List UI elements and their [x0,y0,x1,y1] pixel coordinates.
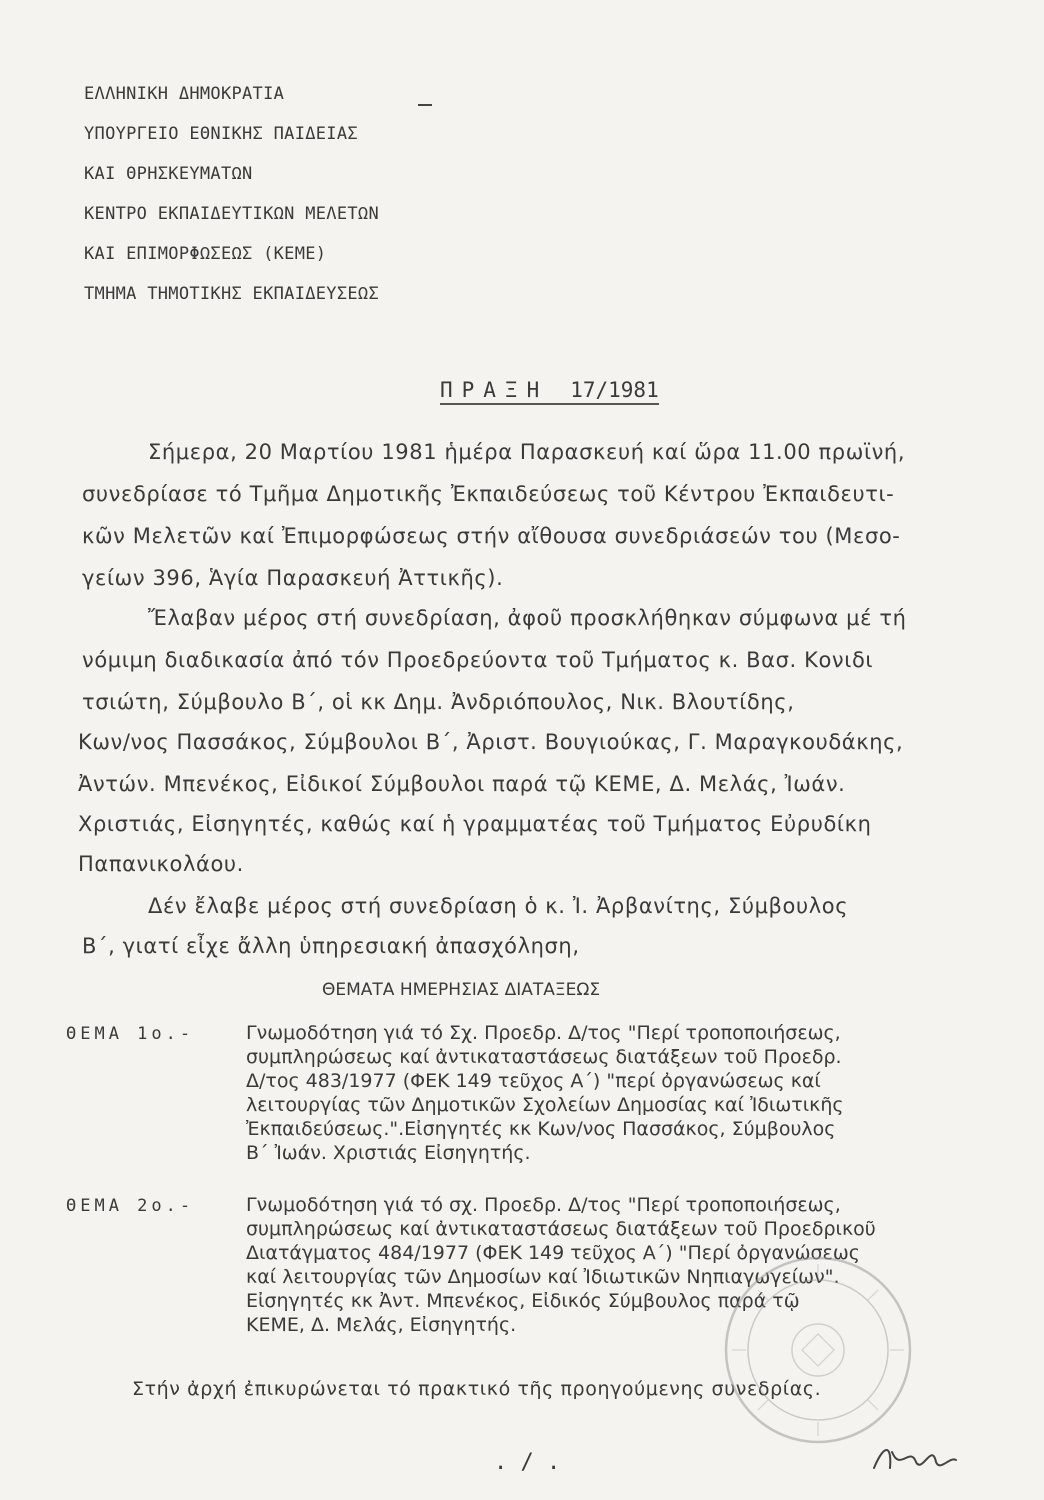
header-line-5: ΚΑΙ ΕΠΙΜΟΡΦΩΣΕΩΣ (ΚΕΜΕ) [84,244,327,264]
header-line-1: ΕΛΛΗΝΙΚΗ ΔΗΜΟΚΡΑΤΙΑ [84,84,285,104]
body-line-13: Β΄, γιατί εἶχε ἄλλη ὑπηρεσιακή ἀπασχόληση, [82,934,580,958]
topic-1-line-3: Δ/τος 483/1977 (ΦΕΚ 149 τεῦχος Α΄) "περί ὀργανώσεως καί [246,1070,821,1092]
signature-icon [870,1438,960,1478]
agenda-heading: ΘΕΜΑΤΑ ΗΜΕΡΗΣΙΑΣ ΔΙΑΤΑΞΕΩΣ [322,980,601,1000]
topic-1-line-4: λειτουργίας τῶν Δημοτικῶν Σχολείων Δημοσίας καί Ἰδιωτικῆς [246,1094,844,1116]
topic-2-line-3: Διατάγματος 484/1977 (ΦΕΚ 149 τεῦχος Α΄) "Περί ὀργανώσεως [246,1242,860,1264]
body-line-10: Χριστιάς, Εἰσηγητές, καθώς καί ἡ γραμματέας τοῦ Τμήματος Εὐρυδίκη [78,812,872,836]
topic-1-line-5: Ἐκπαιδεύσεως.".Εἰσηγητές κκ Κων/νος Πασσάκος, Σύμβουλος [246,1118,836,1140]
official-stamp-icon [718,1250,918,1450]
body-line-5: Ἔλαβαν μέρος στή συνεδρίαση, ἀφοῦ προσκλήθηκαν σύμφωνα μέ τή [148,606,907,630]
topic-2-label: ΘΕΜΑ 2ο.- [66,1196,195,1216]
page-continuation-mark: . / . [494,1450,561,1475]
body-line-8: Κων/νος Πασσάκος, Σύμβουλοι Β΄, Ἀριστ. Βουγιούκας, Γ. Μαραγκουδάκης, [78,730,904,754]
body-line-3: κῶν Μελετῶν καί Ἐπιμορφώσεως στήν αἴθουσα συνεδριάσεών του (Μεσο- [82,524,901,548]
body-line-6: νόμιμη διαδικασία ἀπό τόν Προεδρεύοντα τοῦ Τμήματος κ. Βασ. Κονιδι [82,648,874,672]
topic-2-line-2: συμπληρώσεως καί ἀντικαταστάσεως διατάξεων τοῦ Προεδρικοῦ [246,1218,876,1240]
topic-2-line-1: Γνωμοδότηση γιά τό σχ. Προεδρ. Δ/τος "Περί τροποποιήσεως, [246,1194,841,1216]
dash-mark [418,104,432,106]
topic-2-line-4: καί λειτουργίας τῶν Δημοσίων καί Ἰδιωτικῶν Νηπιαγωγείων". [246,1266,840,1288]
header-line-4: ΚΕΝΤΡΟ ΕΚΠΑΙΔΕΥΤΙΚΩΝ ΜΕΛΕΤΩΝ [84,204,379,224]
topic-1-line-6: Β΄ Ἰωάν. Χριστιάς Εἰσηγητής. [246,1142,531,1164]
header-line-3: ΚΑΙ ΘΡΗΣΚΕΥΜΑΤΩΝ [84,164,253,184]
body-line-9: Ἀντών. Μπενέκος, Εἰδικοί Σύμβουλοι παρά τῷ ΚΕΜΕ, Δ. Μελάς, Ἰωάν. [78,772,846,796]
body-line-2: συνεδρίασε τό Τμῆμα Δημοτικῆς Ἐκπαιδεύσεως τοῦ Κέντρου Ἐκπαιδευτι- [82,482,895,506]
body-line-7: τσιώτη, Σύμβουλο Β΄, οἱ κκ Δημ. Ἀνδριόπουλος, Νικ. Βλουτίδης, [82,690,795,714]
header-line-2: ΥΠΟΥΡΓΕΙΟ ΕΘΝΙΚΗΣ ΠΑΙΔΕΙΑΣ [84,124,358,144]
title-number: 17/1981 [570,378,659,402]
topic-1-line-1: Γνωμοδότηση γιά τό Σχ. Προεδρ. Δ/τος "Περί τροποποιήσεως, [246,1022,841,1044]
header-line-6: ΤΜΗΜΑ ΤΗΜΟΤΙΚΗΣ ΕΚΠΑΙΔΕΥΣΕΩΣ [84,284,379,304]
topic-1-line-2: συμπληρώσεως καί ἀντικαταστάσεως διατάξεων τοῦ Προεδρ. [246,1046,842,1068]
body-line-1: Σήμερα, 20 Μαρτίου 1981 ἡμέρα Παρασκευή καί ὥρα 11.00 πρωϊνή, [148,440,906,464]
title-word: ΠΡΑΞΗ [440,378,549,402]
closing-line: Στήν ἀρχή ἐπικυρώνεται τό πρακτικό τῆς προηγούμενης συνεδρίας. [132,1378,822,1400]
topic-2-line-5: Εἰσηγητές κκ Ἀντ. Μπενέκος, Εἰδικός Σύμβουλος παρά τῷ [246,1290,800,1312]
topic-2-line-6: ΚΕΜΕ, Δ. Μελάς, Εἰσηγητής. [246,1314,517,1336]
body-line-12: Δέν ἔλαβε μέρος στή συνεδρίαση ὁ κ. Ἰ. Ἀρβανίτης, Σύμβουλος [148,894,849,918]
body-line-4: γείων 396, Ἁγία Παρασκευή Ἀττικῆς). [82,566,504,590]
topic-1-label: ΘΕΜΑ 1ο.- [66,1024,195,1044]
body-line-11: Παπανικολάου. [78,852,244,876]
document-title [440,378,659,405]
